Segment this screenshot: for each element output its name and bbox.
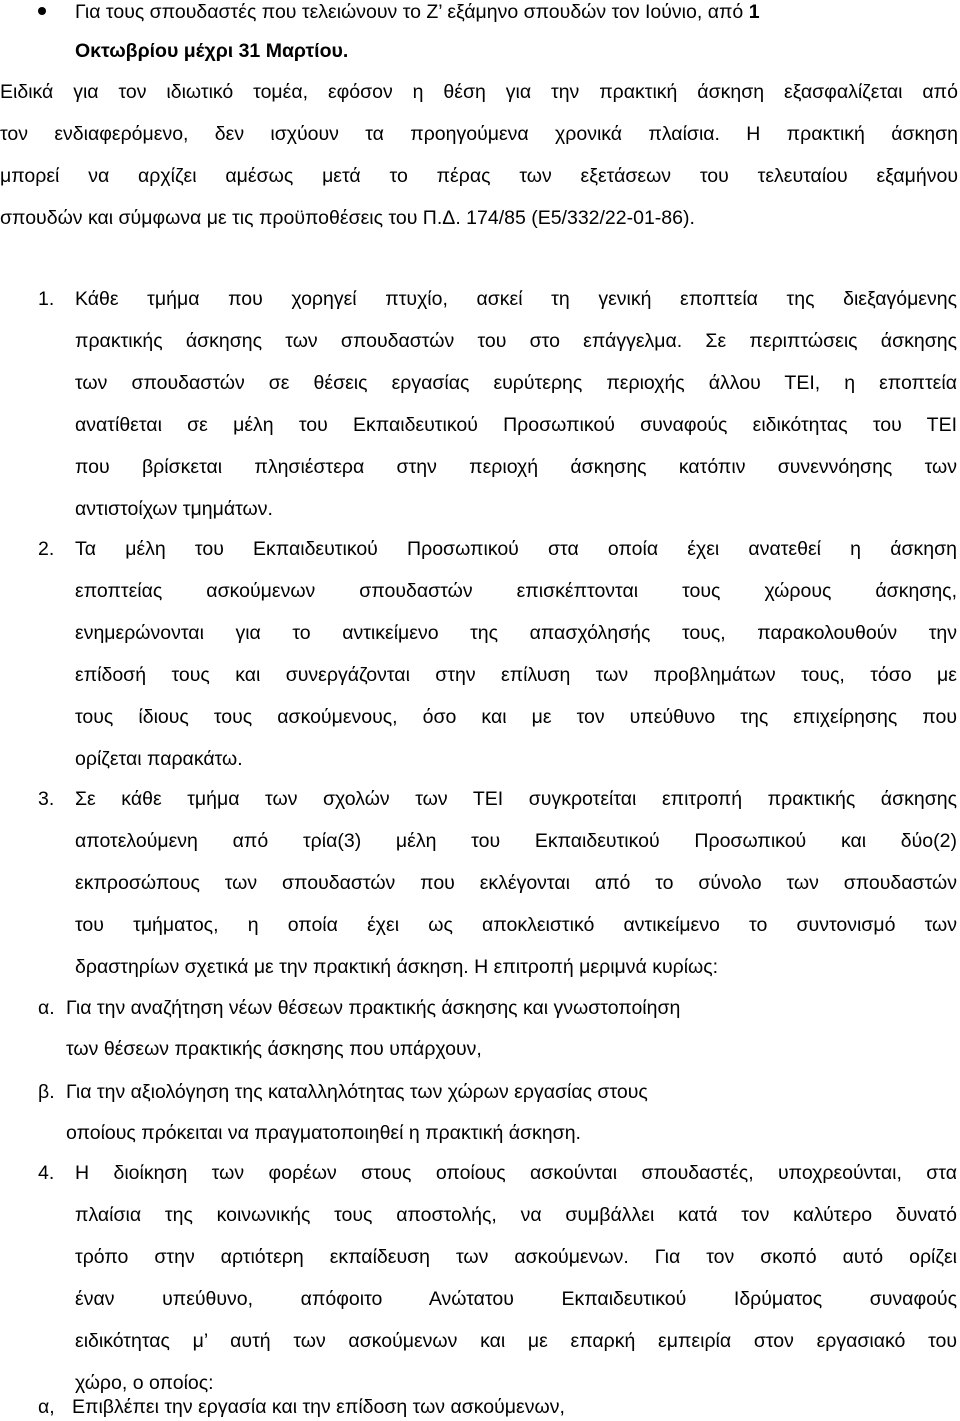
item-line: πρακτικής άσκησης των σπουδαστών του στο επάγγελμα. Σε περιπτώσεις άσκησης [75,330,957,352]
item-line: που βρίσκεται πλησιέστερα στην περιοχή άσκησης κατόπιν συνεννόησης των [75,456,957,478]
item-line: τρόπο στην αρτιότερη εκπαίδευση των ασκούμενων. Για τον σκοπό αυτό ορίζει [75,1246,957,1268]
bullet-icon [38,7,46,15]
sub-item-label: α. [38,997,55,1019]
item-number: 4. [38,1162,55,1184]
sub-item-label: β. [38,1081,55,1103]
item-line: έναν υπεύθυνο, απόφοιτο Ανώτατου Εκπαιδευτικού Ιδρύματος συναφούς [75,1288,957,1310]
intro-line: μπορεί να αρχίζει αμέσως μετά το πέρας των εξετάσεων του τελευταίου εξαμήνου [0,165,958,187]
sub-item-line: των θέσεων πρακτικής άσκησης που υπάρχουν, [66,1038,482,1060]
sub-item-line: Για την αξιολόγηση της καταλληλότητας των χώρων εργασίας στους [66,1081,648,1103]
item-line: του τμήματος, η οποία έχει ως αποκλειστικό αντικείμενο το συντονισμό των [75,914,957,936]
item-number: 2. [38,538,55,560]
item-line: των σπουδαστών σε θέσεις εργασίας ευρύτερης περιοχής άλλου ΤΕΙ, η εποπτεία [75,372,957,394]
intro-line: Ειδικά για τον ιδιωτικό τομέα, εφόσον η θέση για την πρακτική άσκηση εξασφαλίζεται από [0,81,958,103]
item-line: ειδικότητας μ’ αυτή των ασκούμενων και με επαρκή εμπειρία στον εργασιακό του [75,1330,957,1352]
item-line: ενημερώνονται για το αντικείμενο της απασχόλησής τους, παρακολουθούν την [75,622,957,644]
item-line: πλαίσια της κοινωνικής τους αποστολής, να συμβάλλει κατά τον καλύτερο δυνατό [75,1204,957,1226]
bullet-line-2: Οκτωβρίου μέχρι 31 Μαρτίου. [75,40,349,62]
item-line: αποτελούμενη από τρία(3) μέλη του Εκπαιδευτικού Προσωπικού και δύο(2) [75,830,957,852]
item-line: ανατίθεται σε μέλη του Εκπαιδευτικού Προσωπικού συναφούς ειδικότητας του ΤΕΙ [75,414,957,436]
item-line: χώρο, ο οποίος: [75,1372,214,1394]
item-line: εκπροσώπους των σπουδαστών που εκλέγονται από το σύνολο των σπουδαστών [75,872,957,894]
item-line: αντιστοίχων τμημάτων. [75,498,273,520]
item-number: 1. [38,288,55,310]
item-line: Η διοίκηση των φορέων στους οποίους ασκούνται σπουδαστές, υποχρεούνται, στα [75,1162,957,1184]
item-line: εποπτείας ασκούμενων σπουδαστών επισκέπτονται τους χώρους άσκησης, [75,580,957,602]
item-line: τους ίδιους τους ασκούμενους, όσο και με τον υπεύθυνο της επιχείρησης που [75,706,957,728]
item-number: 3. [38,788,55,810]
item-line: επίδοσή τους και συνεργάζονται στην επίλυση των προβλημάτων τους, τόσο με [75,664,957,686]
sub-item-line: Επιβλέπει την εργασία και την επίδοση των ασκούμενων, [72,1396,565,1418]
intro-line: τον ενδιαφερόμενο, δεν ισχύουν τα προηγούμενα χρονικά πλαίσια. Η πρακτική άσκηση [0,123,958,145]
item-line: Σε κάθε τμήμα των σχολών των ΤΕΙ συγκροτείται επιτροπή πρακτικής άσκησης [75,788,957,810]
intro-line: σπουδών και σύμφωνα με τις προϋποθέσεις του Π.Δ. 174/85 (Ε5/332/22-01-86). [0,207,695,229]
item-line: ορίζεται παρακάτω. [75,748,243,770]
sub-item-line: Για την αναζήτηση νέων θέσεων πρακτικής άσκησης και γνωστοποίηση [66,997,681,1019]
item-line: δραστηρίων σχετικά με την πρακτική άσκηση. Η επιτροπή μεριμνά κυρίως: [75,956,719,978]
item-line: Τα μέλη του Εκπαιδευτικού Προσωπικού στα οποία έχει ανατεθεί η άσκηση [75,538,957,560]
item-line: Κάθε τμήμα που χορηγεί πτυχίο, ασκεί τη γενική εποπτεία της διεξαγόμενης [75,288,957,310]
bullet-line-1: Για τους σπουδαστές που τελειώνουν το Ζ’ εξάμηνο σπουδών τον Ιούνιο, από 1 [75,1,760,23]
sub-item-line: οποίους πρόκειται να πραγματοποιηθεί η πρακτική άσκηση. [66,1122,581,1144]
sub-item-label: α, [38,1396,55,1418]
